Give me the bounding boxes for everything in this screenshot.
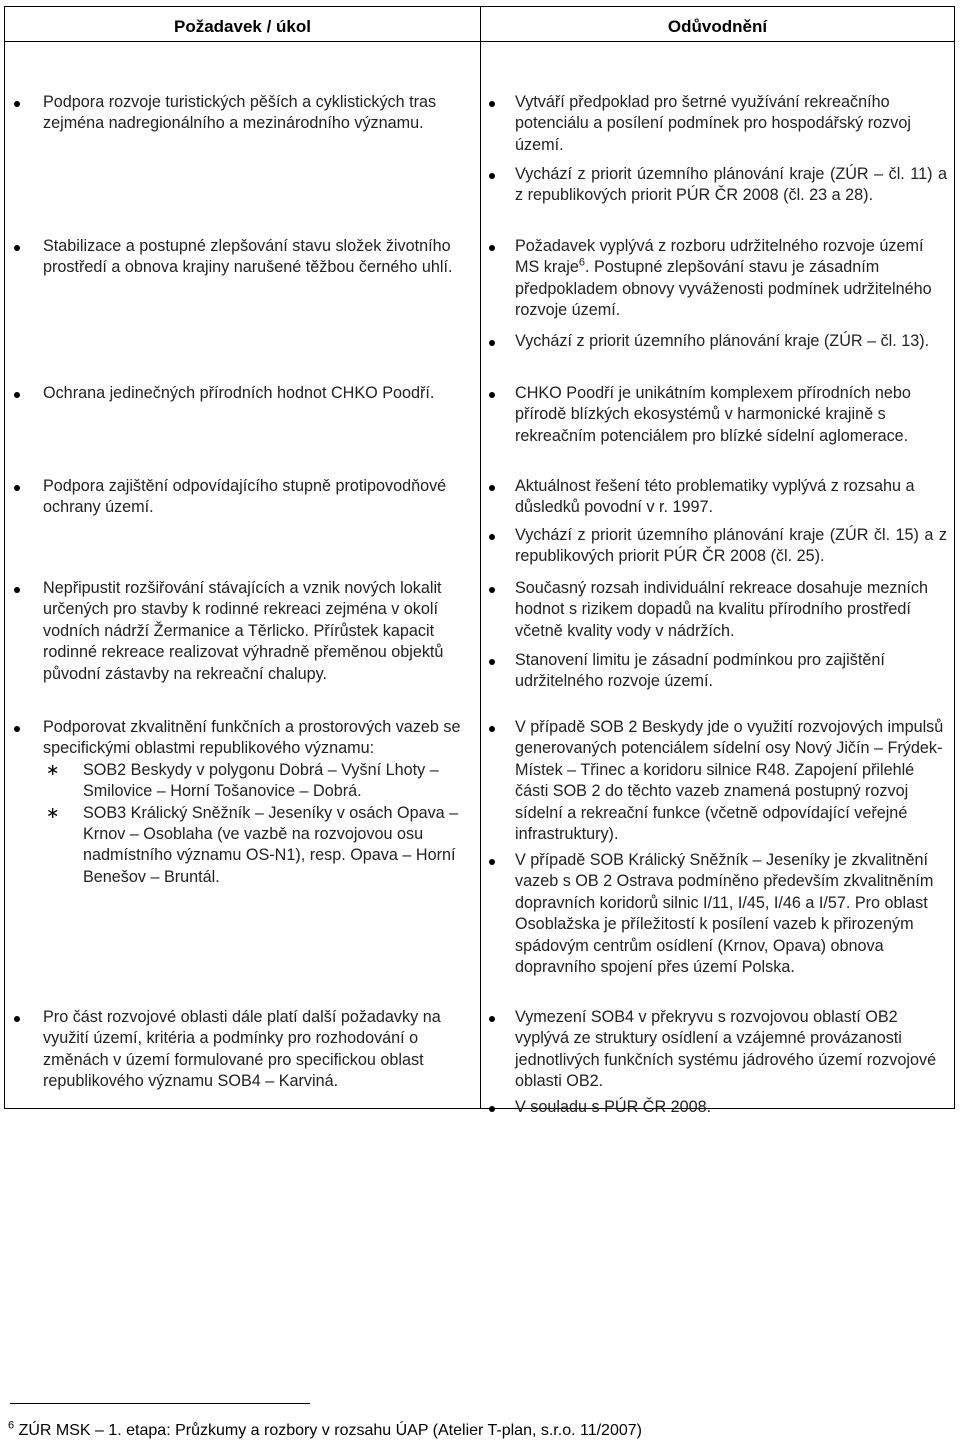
bullet-icon — [489, 587, 495, 593]
footnote-divider — [10, 1403, 310, 1404]
justification-item: Vymezení SOB4 v překryvu s rozvojovou oblastí OB2 vyplývá ze struktury osídlení a vzájemné provázanosti jednotlivých funkčních systému jádrového území rozvojové oblasti OB2. — [515, 1008, 937, 1091]
bullet-icon — [489, 485, 495, 491]
bullet-icon — [14, 587, 20, 593]
justification-item: Současný rozsah individuální rekreace dosahuje mezních hodnot s rizikem dopadů na kvalitu přírodního prostředí včetně kvality vody v nádržích. — [515, 579, 929, 640]
bullet-icon — [489, 726, 495, 732]
requirement-item: Stabilizace a postupné zlepšování stavu složek životního prostředí a obnova krajiny narušené těžbou černého uhlí. — [43, 237, 453, 277]
justification-item: CHKO Poodří je unikátním komplexem přírodních nebo přírodě blízkých ekosystémů v harmonické krajině s rekreačním potenciálem pro blízké sídelní aglomerace. — [515, 384, 911, 445]
footnote — [8, 1421, 642, 1441]
justification-item: Vychází z priorit územního plánování kraje (ZÚR čl. 15) a z republikových priorit PÚR ČR 2008 (čl. 25). — [515, 526, 947, 566]
regions-intro: Podporovat zkvalitnění funkčních a prostorových vazeb se specifickými oblastmi republikového významu: — [43, 718, 461, 758]
justification-item: Vychází z priorit územního plánování kraje (ZÚR – čl. 13). — [515, 332, 930, 350]
bullet-icon — [489, 659, 495, 665]
requirement-item: Podpora rozvoje turistických pěších a cyklistických tras zejména nadregionálního a mezinárodního významu. — [43, 93, 437, 133]
requirement-item: Ochrana jedinečných přírodních hodnot CHKO Poodří. — [43, 384, 435, 402]
bullet-icon — [489, 392, 495, 398]
justification-item-sup — [515, 236, 947, 322]
bullet-icon — [489, 340, 495, 346]
bullet-icon — [14, 1016, 20, 1022]
justification-item: Stanovení limitu je zásadní podmínkou pro zajištění udržitelného rozvoje území. — [515, 651, 885, 691]
footnote-text: ZÚR MSK – 1. etapa: Průzkumy a rozbory v rozsahu ÚAP (Atelier T-plan, s.r.o. 11/2007) — [18, 1422, 642, 1439]
justification-item: V případě SOB Králický Sněžník – Jeseníky je zkvalitnění vazeb s OB 2 Ostrava podmíněno především zkvalitněním dopravních koridorů silnic I/11, I/45, I/46 a I/57. Pro oblast Osoblažska je příležitostí k posílení vazeb k přirozeným spádovým centrům osídlení (Krnov, Opava) obnova dopravního spojení přes území Polska. — [515, 851, 934, 977]
bullet-icon — [14, 392, 20, 398]
requirement-item: Podpora zajištění odpovídajícího stupně protipovodňové ochrany území. — [43, 477, 447, 517]
justification-item: Vytváří předpoklad pro šetrné využívání rekreačního potenciálu a posílení podmínek pro hospodářský rozvoj území. — [515, 93, 911, 154]
table-header-row — [5, 7, 955, 42]
footnote-reference: 6 — [578, 257, 585, 270]
justification-list — [481, 42, 954, 1116]
table-body-row — [5, 42, 955, 1109]
bullet-icon — [14, 101, 20, 107]
sub-item-text: SOB2 Beskydy v polygonu Dobrá – Vyšní Lhoty – Smilovice – Horní Tošanovice – Dobrá. — [83, 760, 439, 801]
bullet-icon — [489, 101, 495, 107]
bullet-icon — [489, 245, 495, 251]
justification-item: Aktuálnost řešení této problematiky vyplývá z rozsahu a důsledků povodní v r. 1997. — [515, 477, 915, 517]
bullet-icon — [14, 726, 20, 732]
footnote-number: 6 — [8, 1419, 15, 1432]
requirements-table — [4, 6, 955, 1116]
sub-item-text: SOB3 Králický Sněžník – Jeseníky v osách Opava – Krnov – Osoblaha (ve vazbě na rozvojovou osu nadmístního významu OS-N1), resp. Opava – Horní Benešov – Bruntál. — [83, 803, 459, 886]
requirement-item: Nepřipustit rozšiřování stávajících a vznik nových lokalit určených pro stavby k rodinné rekreaci zejména v okolí vodních nádrží Žermanice a Těrlicko. Přírůstek kapacit rodinné rekreace realizovat výhradně přeměnou objektů původní zástavby na rekreační chalupy. — [43, 579, 444, 683]
requirement-list — [5, 42, 480, 1108]
bullet-icon — [489, 1106, 495, 1112]
bullet-icon — [489, 173, 495, 179]
bullet-icon — [489, 859, 495, 865]
bullet-icon — [14, 245, 20, 251]
justification-item: V případě SOB 2 Beskydy jde o využití rozvojových impulsů generovaných potenciálem sídelní osy Nový Jičín – Frýdek-Místek – Třinec a koridoru silnice R48. Zapojení přilehlé části SOB 2 do těchto vazeb znamená postupný rozvoj sídelní a rekreační funkce (včetně odpovídající veřejné infrastruktury). — [515, 718, 944, 844]
requirement-column — [5, 42, 481, 1109]
requirement-item-regions — [43, 717, 475, 888]
asterisk-icon: ∗ — [46, 761, 60, 779]
requirement-item: Pro část rozvojové oblasti dále platí další požadavky na využití území, kritéria a podmínky pro rozhodování o změnách v území formulované pro specifickou oblast republikového významu SOB4 – Karviná. — [43, 1008, 441, 1091]
justification-item: Vychází z priorit územního plánování kraje (ZÚR – čl. 11) a z republikových priorit PÚR ČR 2008 (čl. 23 a 28). — [515, 165, 947, 205]
justification-text: . Postupné zlepšování stavu je zásadním předpokladem obnovy vyváženosti podmínek udržitelného rozvoje území. — [515, 258, 932, 320]
bullet-icon — [14, 485, 20, 491]
bullet-icon — [489, 1016, 495, 1022]
header-requirement: Požadavek / úkol — [5, 7, 481, 42]
bullet-icon — [489, 534, 495, 540]
justification-text: Požadavek vyplývá z rozboru udržitelného rozvoje území MS kraje — [515, 237, 924, 277]
justification-column — [481, 42, 955, 1116]
asterisk-icon: ∗ — [46, 804, 60, 822]
header-justification: Odůvodnění — [481, 7, 955, 42]
sub-item — [43, 760, 475, 803]
sub-item — [43, 803, 475, 889]
justification-item: V souladu s PÚR ČR 2008. — [515, 1098, 712, 1116]
